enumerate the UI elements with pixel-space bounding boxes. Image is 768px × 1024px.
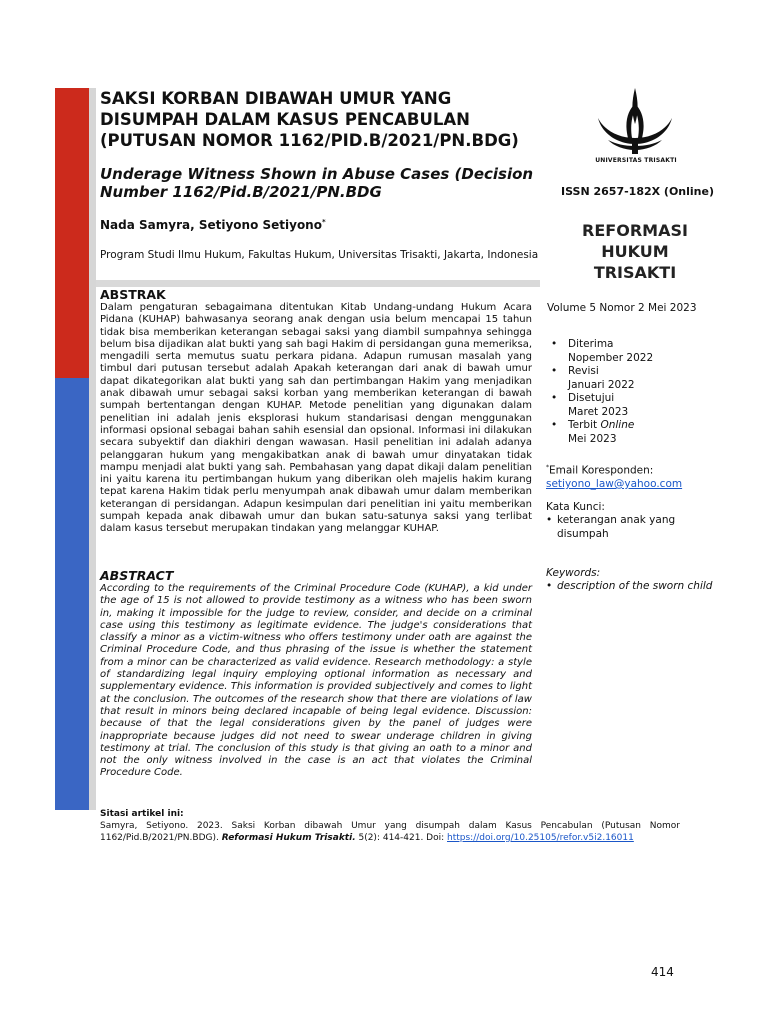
article-title: SAKSI KORBAN DIBAWAH UMUR YANG DISUMPAH DALAM KASUS PENCABULAN (PUTUSAN NOMOR 1162/PID.B/2021/PN.BDG) bbox=[100, 89, 519, 150]
date-item bbox=[548, 392, 653, 419]
authors bbox=[100, 218, 326, 232]
citation-part-b: 5(2): 414-421. Doi: bbox=[355, 832, 447, 843]
date-value: Nopember 2022 bbox=[568, 351, 654, 364]
date-label: • Revisi bbox=[568, 365, 599, 377]
keyword-item: • description of the sworn child bbox=[546, 580, 712, 594]
author-names: Nada Samyra, Setiyono Setiyono bbox=[100, 218, 322, 232]
abstract-text: According to the requirements of the Criminal Procedure Code (KUHAP), a kid under the age of 15 is not allowed to provide testimony as a witness who has been sworn in, making it impossible for the judge to review, consider, and decide on a criminal case using this testimony as legitimate evidence. The judge's considerations that classify a minor as a victim-witness who offers testimony under oath are against the Criminal Procedure Code, and thus phrasing of the issue is whether the statement from a minor can be characterized as valid evidence. Research methodology: a style of standardizing legal inquiry employing optional information as necessary and supplementary evidence. This information is provided subjectively and comes to light at the conclusion. The outcomes of the research show that there are violations of law that result in minors being declared incapable of being legal evidence. Discussion: because of that the legal considerations given by the panel of judges were inappropriate because judges did not need to swear underage children in giving testimony at trial. The conclusion of this study is that giving an oath to a minor and not the only witness involved in the case is an act that violates the Criminal Procedure Code. bbox=[100, 583, 532, 779]
blue-accent-bar bbox=[55, 378, 89, 810]
date-list bbox=[548, 338, 653, 446]
kata-kunci-list bbox=[546, 514, 697, 541]
date-label: • Terbit Online bbox=[568, 419, 635, 431]
date-value: Mei 2023 bbox=[568, 432, 617, 445]
red-accent-bar bbox=[55, 88, 89, 378]
volume-info: Volume 5 Nomor 2 Mei 2023 bbox=[547, 302, 697, 314]
affiliation: Program Studi Ilmu Hukum, Fakultas Hukum, Universitas Trisakti, Jakarta, Indonesia bbox=[100, 249, 539, 261]
date-label-italic: Online bbox=[600, 419, 635, 431]
date-label: • Disetujui bbox=[568, 392, 615, 404]
journal-name-line: TRISAKTI bbox=[593, 263, 677, 282]
logo-label: UNIVERSITAS TRISAKTI bbox=[595, 157, 677, 164]
corresponding-mark: * bbox=[321, 218, 326, 226]
email-label: *Email Koresponden: bbox=[546, 464, 654, 477]
journal-name-line: HUKUM bbox=[601, 242, 669, 261]
journal-name-line: REFORMASI bbox=[582, 221, 688, 240]
journal-name bbox=[560, 220, 710, 283]
kata-kunci-item: • keterangan anak yang disumpah bbox=[546, 514, 697, 541]
citation-heading: Sitasi artikel ini: bbox=[100, 809, 184, 819]
keywords-label: Keywords: bbox=[546, 567, 601, 579]
date-label: • Diterima bbox=[568, 338, 614, 350]
abstrak-text: Dalam pengaturan sebagaimana ditentukan Kitab Undang-undang Hukum Acara Pidana (KUHAP) bahwasanya seorang anak dengan usia belum mencapai 15 tahun tidak bisa memberikan keterangan sebagai saksi yang diambil sumpahnya sehingga belum bisa dijadikan alat bukti yang sah bagi Hakim di persidangan guna memeriksa, mengadili serta memutus suatu perkara pidana. Adapun rumusan masalah yang timbul dari putusan tersebut adalah Apakah keterangan dari anak di bawah umur dapat dikategorikan alat bukti yang sah dan pertimbangan Hakim yang menjadikan anak dibawah umur sebagai saksi korban yang memberikan keterangan di bawah sumpah bertentangan dengan KUHAP. Metode penelitian yang digunakan dalam penelitian ini adalah jenis eksplorasi hukum standarisasi dengan menggunakan informasi opsional sebagai bahan sahih esensial dan opsional. Informasi ini dilakukan secara subyektif dan diakhiri dengan wawasan. Hasil penelitian ini adalah adanya pelanggaran hukum yang mengakibatkan anak di bawah umur dinyatakan tidak mampu menjadi alat bukti yang sah. Pembahasan yang dapat dikaji dalam penelitian ini yaitu karena itu pertimbangan hukum yang diberikan oleh majelis hakim kurang tepat karena Hakim tidak perlu menyumpah anak dibawah umur dalam memberikan keterangan di persidangan. Adapun kesimpulan dari penelitian ini yaitu memberikan sumpah kepada anak dibawah umur dan bukan satu-satunya saksi yang terlibat dalam kasus tersebut merupakan tindakan yang melanggar KUHAP. bbox=[100, 302, 532, 535]
article-subtitle: Underage Witness Shown in Abuse Cases (Decision Number 1162/Pid.B/2021/PN.BDG bbox=[100, 165, 534, 201]
abstrak-heading: ABSTRAK bbox=[100, 287, 166, 302]
issn: ISSN 2657-182X (Online) bbox=[561, 185, 715, 198]
date-item bbox=[548, 365, 653, 392]
date-item bbox=[548, 419, 653, 446]
keywords-list bbox=[546, 580, 712, 594]
correspondence bbox=[546, 461, 682, 492]
citation-journal: Reformasi Hukum Trisakti. bbox=[221, 832, 356, 843]
abstract-heading: ABSTRACT bbox=[100, 568, 174, 583]
date-value: Maret 2023 bbox=[568, 405, 629, 418]
page-number: 414 bbox=[651, 965, 674, 979]
citation-part-a: Samyra, Setiyono. 2023. Saksi Korban dibawah Umur yang disumpah dalam Kasus Pencabulan (Putusan Nomor 1162/Pid.B/2021/PN.BDG). bbox=[100, 821, 680, 843]
date-item bbox=[548, 338, 653, 365]
email-link[interactable]: setiyono_law@yahoo.com bbox=[546, 478, 683, 490]
date-value: Januari 2022 bbox=[568, 378, 635, 391]
kata-kunci-label: Kata Kunci: bbox=[546, 501, 605, 513]
grey-accent-bar bbox=[89, 88, 96, 810]
citation-text bbox=[100, 821, 680, 844]
doi-link[interactable]: https://doi.org/10.25105/refor.v5i2.16011 bbox=[447, 832, 634, 843]
universitas-trisakti-logo-icon bbox=[592, 86, 678, 168]
section-divider bbox=[96, 280, 540, 287]
